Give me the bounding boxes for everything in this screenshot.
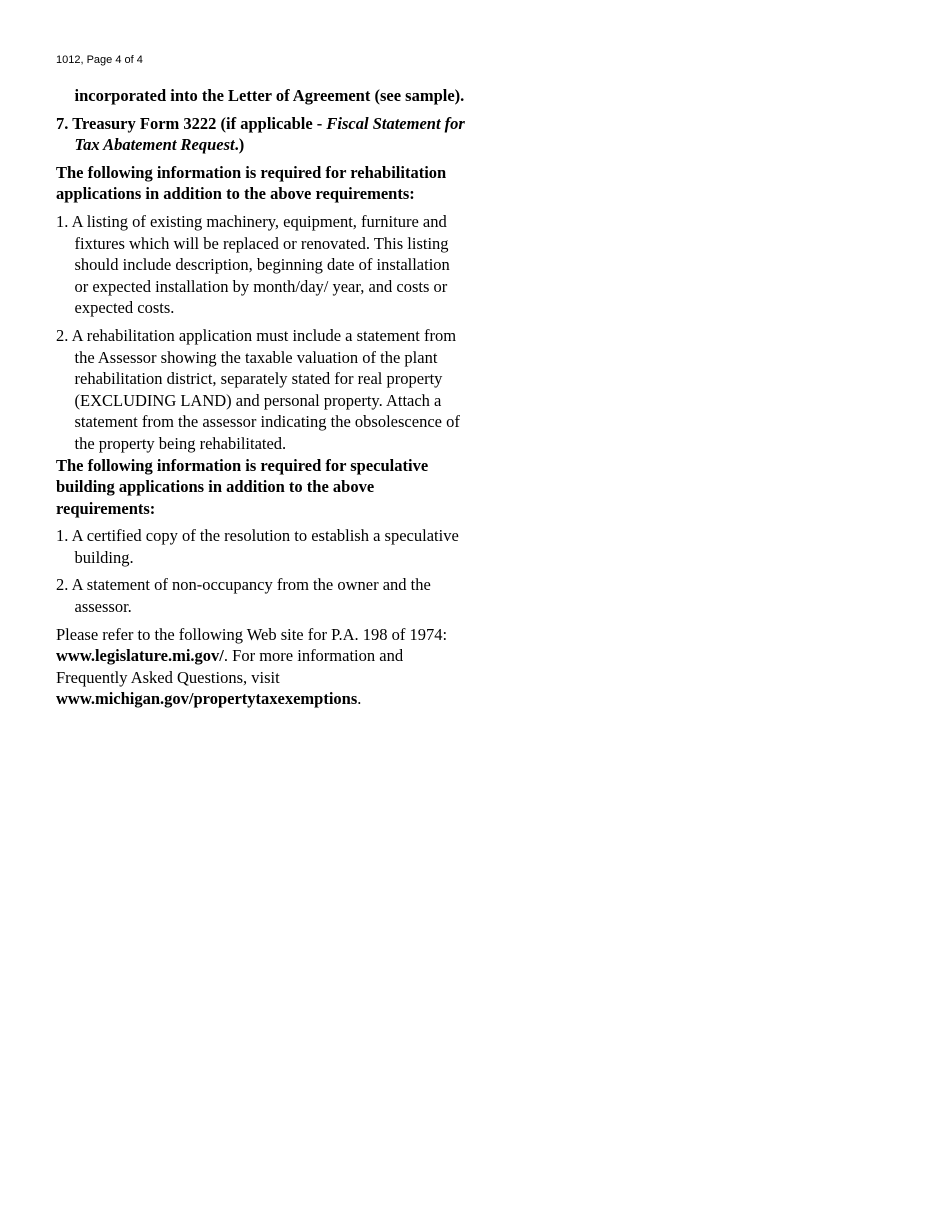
speculative-item-2: 2. A statement of non-occupancy from the owner and the assessor. (56, 575, 431, 617)
content-column (56, 85, 466, 710)
page-number-header: 1012, Page 4 of 4 (56, 54, 143, 66)
rehabilitation-heading: The following information is required for rehabilitation applications in addition to the above requirements: (56, 162, 447, 204)
refer-paragraph (56, 624, 466, 710)
speculative-item-1: 1. A certified copy of the resolution to establish a speculative building. (56, 526, 459, 567)
item-7-treasury-form (56, 113, 466, 156)
refer-text-1: Please refer to the following Web site for P.A. 198 of 1974: (56, 624, 448, 644)
item-7-suffix: .) (234, 135, 245, 155)
continued-item-text: incorporated into the Letter of Agreement (see sample). (74, 86, 465, 105)
rehabilitation-item-2: 2. A rehabilitation application must include a statement from the Assessor showing the taxable valuation of the plant rehabilitation district, separately stated for real property (EXCLUDING LAND) and personal property. Attach a statement from the assessor indicating the obsolescence of the property being rehabilitated. (56, 325, 460, 453)
item-7-prefix: 7. Treasury Form 3222 (if applicable - (56, 113, 327, 133)
refer-text-2: . For more information and Frequently Asked Questions, visit (56, 646, 404, 687)
rehabilitation-item-1: 1. A listing of existing machinery, equipment, furniture and fixtures which will be replaced or renovated. This listing should include description, beginning date of installation or expected installation by month/day/ year, and costs or expected costs. (56, 211, 450, 318)
legislature-link[interactable]: www.legislature.mi.gov/ (56, 646, 224, 666)
property-tax-exemptions-link[interactable]: www.michigan.gov/propertytaxexemptions (56, 689, 358, 709)
item-7-form-title: Fiscal Statement for Tax Abatement Request (74, 113, 465, 155)
refer-text-3: . (357, 689, 362, 709)
speculative-heading: The following information is required for speculative building applications in addition to the above requirements: (56, 455, 429, 518)
